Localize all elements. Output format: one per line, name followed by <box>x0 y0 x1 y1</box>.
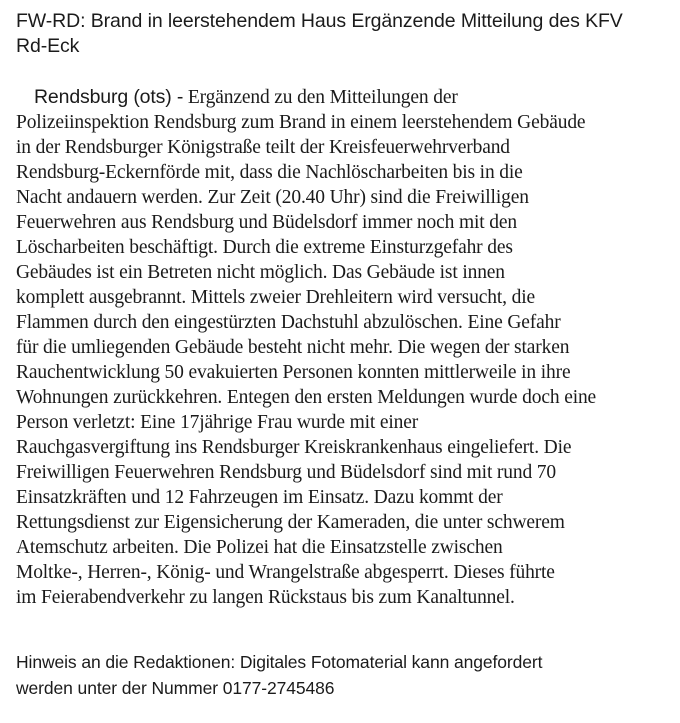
article-line-8: Gebäudes ist ein Betreten nicht möglich. Das Gebäude ist innen <box>16 262 505 283</box>
article-line-16: Freiwilligen Feuerwehren Rendsburg und Büdelsdorf sind mit rund 70 <box>16 462 557 483</box>
article-line-4: Rendsburg-Eckernförde mit, dass die Nachlöscharbeiten bis in die <box>16 162 523 183</box>
editor-note-line-1: Hinweis an die Redaktionen: Digitales Fotomaterial kann angefordert <box>16 652 543 672</box>
article-line-17: Einsatzkräften und 12 Fahrzeugen im Einsatz. Dazu kommt der <box>16 487 503 508</box>
article-line-2: Polizeiinspektion Rendsburg zum Brand in einem leerstehendem Gebäude <box>16 112 586 133</box>
article-line-10: Flammen durch den eingestürzten Dachstuhl abzulöschen. Eine Gefahr <box>16 312 561 333</box>
article-line-21: im Feierabendverkehr zu langen Rückstaus bis zum Kanaltunnel. <box>16 587 515 608</box>
article-line-9: komplett ausgebrannt. Mittels zweier Drehleitern wird versucht, die <box>16 287 535 308</box>
article-line-5: Nacht andauern werden. Zur Zeit (20.40 Uhr) sind die Freiwilligen <box>16 187 529 208</box>
article-line-20: Moltke-, Herren-, König- und Wrangelstraße abgesperrt. Dieses führte <box>16 562 555 583</box>
article-line-7: Löscharbeiten beschäftigt. Durch die extreme Einsturzgefahr des <box>16 237 513 258</box>
editor-note-line-2: werden unter der Nummer 0177-2745486 <box>16 678 335 698</box>
headline-line-1: FW-RD: Brand in leerstehendem Haus Ergänzende Mitteilung des KFV <box>16 10 623 32</box>
article-line-18: Rettungsdienst zur Eigensicherung der Kameraden, die unter schwerem <box>16 512 565 533</box>
article-line-11: für die umliegenden Gebäude besteht nicht mehr. Die wegen der starken <box>16 337 570 358</box>
article-line-13: Wohnungen zurückkehren. Entegen den ersten Meldungen wurde doch eine <box>16 387 597 408</box>
article-line-14: Person verletzt: Eine 17jährige Frau wurde mit einer <box>16 412 419 433</box>
article-dateline: Rendsburg (ots) - <box>34 86 184 108</box>
article-line-15: Rauchgasvergiftung ins Rendsburger Kreiskrankenhaus eingeliefert. Die <box>16 437 572 458</box>
article-line-12: Rauchentwicklung 50 evakuierten Personen konnten mittlerweile in ihre <box>16 362 571 383</box>
headline-line-2: Rd-Eck <box>16 35 80 57</box>
article-line-3: in der Rendsburger Königstraße teilt der Kreisfeuerwehrverband <box>16 137 510 158</box>
article-line-1 <box>34 86 458 109</box>
article-line-19: Atemschutz arbeiten. Die Polizei hat die Einsatzstelle zwischen <box>16 537 503 558</box>
article-line-1-text: Ergänzend zu den Mitteilungen der <box>183 87 458 108</box>
article-line-6: Feuerwehren aus Rendsburg und Büdelsdorf immer noch mit den <box>16 212 517 233</box>
